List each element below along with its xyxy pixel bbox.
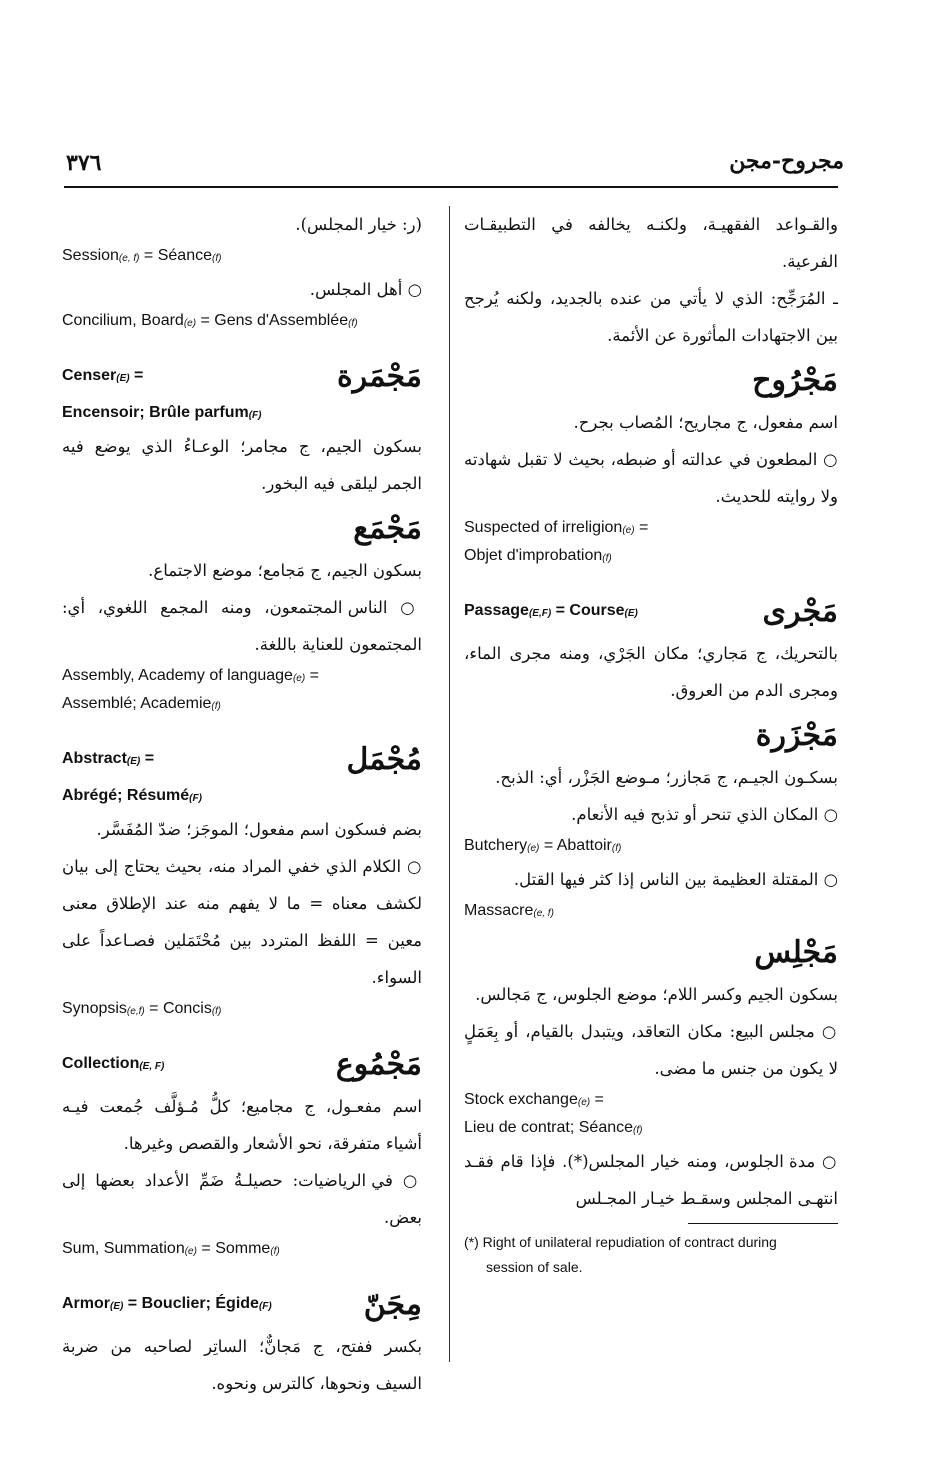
entry-header-majmara (62, 354, 422, 400)
circle-bullet-icon: ○ (407, 280, 422, 299)
translation: Assemblé; Academie$_{(f)}$ (62, 695, 221, 712)
right-column (464, 206, 838, 1280)
translation: Sum, Summation$_{(e)}$ = Somme$_{(f)}$ (62, 1240, 280, 1257)
definition: بكسر ففتح، ج مَجانٌّ؛ الساتِر لصاحبه من ضربة السيف ونحوها، كالترس ونحوه. (62, 1337, 422, 1393)
translation: Stock exchange$_{(e)}$ = (464, 1091, 604, 1108)
definition: ○ الناس المجتمعون، ومنه المجمع اللغوي، أي: المجتمعون للعناية باللغة. (62, 598, 423, 654)
footnote: (*) Right of unilateral repudiation of contract during session of sale. (464, 1234, 777, 1275)
definition: ○ مدة الجلوس، ومنه خيار المجلس(*). فإذا قام فقـد انتهـى المجلس وسقـط خيـار المجـلس (464, 1152, 839, 1208)
definition: بسكون الجيم، ج مَجامع؛ موضع الاجتماع. (148, 561, 422, 580)
translation: Massacre$_{(e, f)}$ (464, 902, 554, 919)
definition: ○ المقتلة العظيمة بين الناس إذا كثر فيها القتل. (513, 870, 838, 889)
entry-header-mijann (62, 1282, 422, 1328)
column-divider (449, 206, 450, 1362)
headword-majruh: مَجْرُوح (752, 363, 838, 398)
circle-bullet-icon: ○ (823, 870, 838, 889)
circle-bullet-icon: ○ (400, 598, 423, 617)
circle-bullet-icon: ○ (402, 1171, 422, 1190)
headword-majmara: مَجْمَرة (336, 359, 422, 394)
translation: Abstract$_{(E)}$ = (62, 750, 155, 767)
circle-bullet-icon: ○ (821, 1022, 839, 1041)
running-header-title: مجروح-مجن (729, 148, 844, 174)
definition: اسم مفعول، ج مجاريح؛ المُصاب بجرح. (573, 413, 838, 432)
headword-majma: مَجْمَع (353, 511, 422, 546)
headword-majmu: مَجْمُوع (335, 1047, 422, 1082)
translation: Censer$_{(E)}$ = (62, 367, 144, 384)
headword-majzara: مَجْزَرة (755, 718, 838, 753)
definition: اسم مفعـول، ج مجاميع؛ كلُّ مُـؤلَّف جُمعت فيـه أشياء متفرقة، نحو الأشعار والقصص وغيرها. (62, 1097, 422, 1153)
entry-header-mujmal (62, 737, 422, 783)
headword-majlis: مَجْلِس (754, 935, 838, 970)
definition: ○ في الرياضيات: حصيلـةُ ضَمِّ الأعداد بعضها إلى بعض. (62, 1171, 422, 1227)
definition: ○ المطعون في عدالته أو ضبطه، بحيث لا تقبل شهادته ولا روايته للحديث. (464, 450, 838, 506)
headword-mijann: مِجَنّ (363, 1287, 422, 1322)
translation: Concilium, Board$_{(e)}$ = Gens d'Assemblée$_{(f)}$ (62, 312, 358, 329)
definition: بسكـون الجيـم، ج مَجازر؛ مـوضع الجَزْر، أي: الذبح. (495, 768, 838, 787)
entry-header-majra (464, 589, 838, 635)
definition: بسكون الجيم وكسر اللام؛ موضع الجلوس، ج مَجالس. (475, 985, 838, 1004)
page-number: ٣٧٦ (66, 150, 102, 176)
definition: ○ المكان الذي تنحر أو تذبح فيه الأنعام. (571, 805, 838, 824)
translation: Suspected of irreligion$_{(e)}$ = (464, 519, 649, 536)
translation: Lieu de contrat; Séance$_{(f)}$ (464, 1119, 643, 1136)
translation: Abrégé; Résumé$_{(F)}$ (62, 787, 202, 804)
headword-majra: مَجْرى (762, 594, 838, 629)
header-rule (64, 186, 838, 188)
entry-murajjih: ـ المُرَجِّح: الذي لا يأتي من عنده بالجديد، ولكنه يُرجح بين الاجتهادات المأثورة عن الأئمة. (464, 289, 838, 345)
circle-bullet-icon: ○ (407, 857, 423, 876)
continuation-text: (ر: خيار المجلس). (295, 215, 422, 234)
left-column (62, 206, 422, 1402)
translation: Objet d'improbation$_{(f)}$ (464, 547, 612, 564)
translation: Session$_{(e, f)}$ = Séance$_{(f)}$ (62, 247, 222, 264)
entry-header-majmu (62, 1042, 422, 1088)
circle-bullet-icon: ○ (823, 805, 838, 824)
translation: Passage$_{(E,F)}$ = Course$_{(E)}$ (464, 602, 638, 619)
circle-bullet-icon: ○ (822, 1152, 839, 1171)
footnote-rule (688, 1223, 838, 1224)
translation: Synopsis$_{(e,f)}$ = Concis$_{(f)}$ (62, 1000, 222, 1017)
translation: Encensoir; Brûle parfum$_{(F)}$ (62, 404, 262, 421)
circle-bullet-icon: ○ (823, 450, 838, 469)
definition: بالتحريك، ج مَجاري؛ مكان الجَرْي، ومنه مجرى الماء، ومجرى الدم من العروق. (464, 644, 838, 700)
definition: بضم فسكون اسم مفعول؛ الموجَز؛ ضدّ المُفَسَّر. (96, 820, 422, 839)
definition: بسكون الجيم، ج مجامر؛ الوعـاءُ الذي يوضع فيه الجمر ليلقى فيه البخور. (62, 437, 422, 493)
headword-mujmal: مُجْمَل (346, 742, 422, 777)
definition: ○ أهل المجلس. (309, 280, 422, 299)
definition: ○ مجلس البيع: مكان التعاقد، ويتبدل بالقيام، أو بِعَمَلٍ لا يكون من جنس ما مضى. (464, 1022, 839, 1078)
translation: Butchery$_{(e)}$ = Abattoir$_{(f)}$ (464, 837, 622, 854)
continuation-text: والقـواعد الفقهيـة، ولكنـه يخالفه في التطبيقـات الفرعية. (464, 215, 838, 271)
definition: ○ الكلام الذي خفي المراد منه، بحيث يحتاج إلى بيان لكشف معناه = ما لا يفهم منه عند الإطلاق معنى معين = اللفظ المتردد بين مُحْتَمَلين فصـاعداً على السواء. (62, 857, 423, 987)
translation: Assembly, Academy of language$_{(e)}$ = (62, 667, 319, 684)
translation: Armor$_{(E)}$ = Bouclier; Égide$_{(F)}$ (62, 1295, 272, 1312)
translation: Collection$_{(E, F)}$ (62, 1055, 165, 1072)
